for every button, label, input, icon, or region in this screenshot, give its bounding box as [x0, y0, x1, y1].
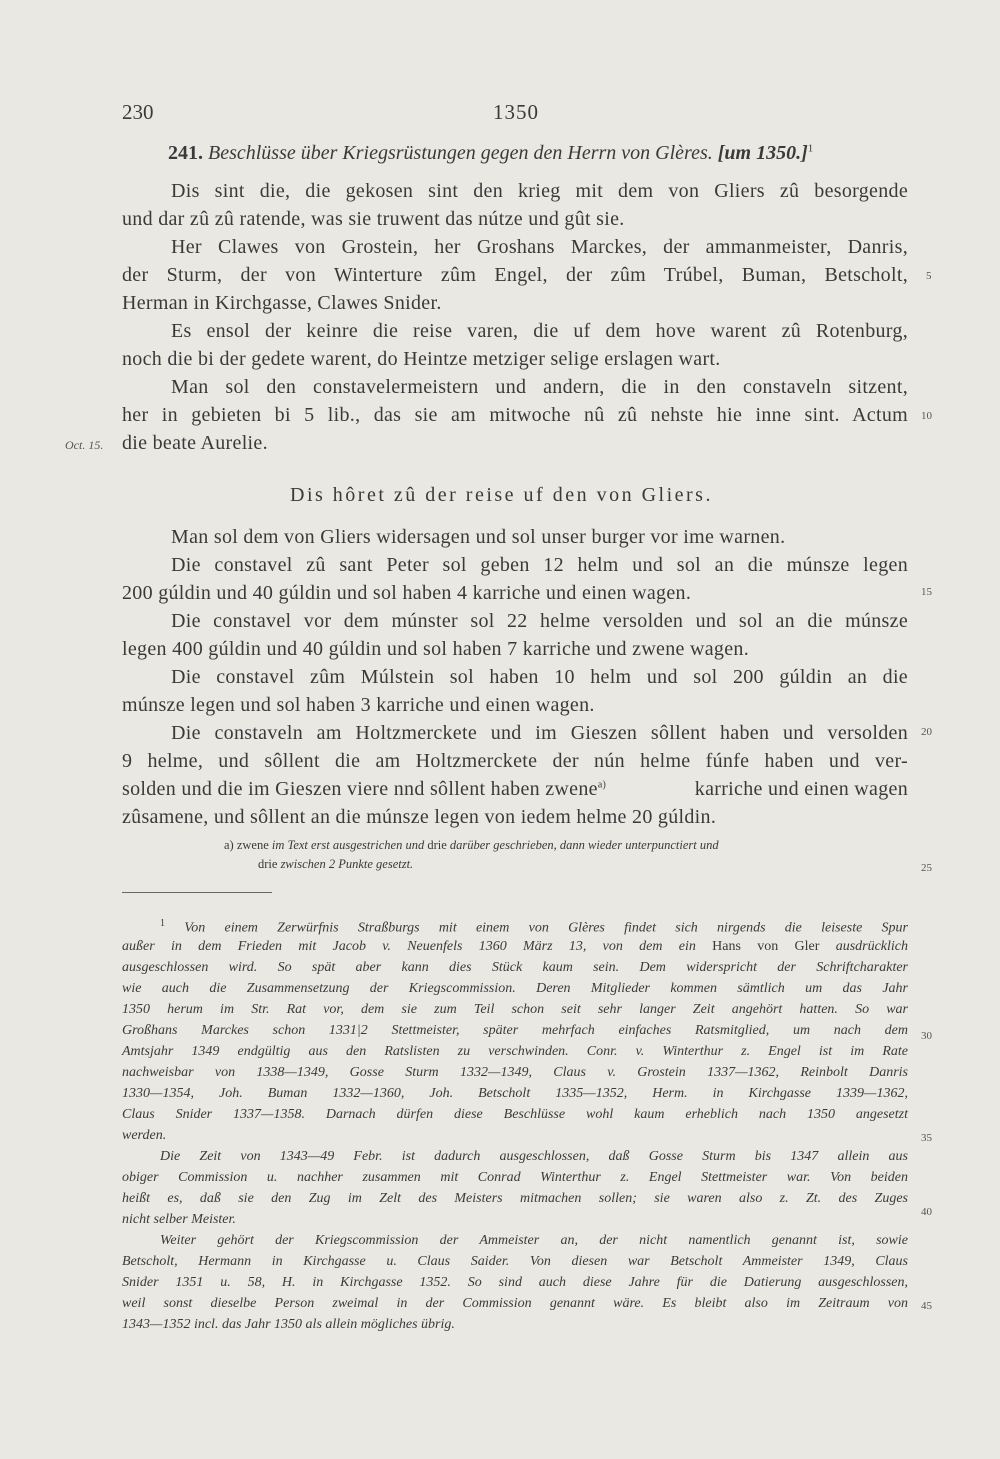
footnote-line: Weiter gehört der Kriegscommission der Ammeister an, der nicht namentlich genannt ist, sowie	[160, 1233, 908, 1248]
text-line: Die constaveln am Holtzmerckete und im Gieszen sôllent haben und versolden	[171, 722, 908, 744]
footnote-line: werden.	[122, 1128, 167, 1143]
footnote-line: nicht selber Meister.	[122, 1212, 236, 1227]
text-line	[122, 778, 908, 801]
note-text: drie	[258, 857, 278, 871]
line-number: 5	[926, 270, 932, 282]
page-number: 230	[122, 100, 154, 124]
footnote-line	[160, 918, 908, 937]
note-text: drie	[427, 838, 447, 852]
footnote-line: obiger Commission u. nachher zusammen mit Conrad Winterthur z. Engel Stettmeister war. Von beiden	[122, 1170, 908, 1185]
text-line: Die constavel zû sant Peter sol geben 12 helm und sol an die múnsze legen	[171, 554, 908, 576]
line-number: 35	[921, 1132, 932, 1144]
footnote-line: weil sonst dieselbe Person zweimal in der Commission genannt wäre. Es bleibt also im Zeitraum von	[122, 1296, 908, 1311]
text-line: Die constavel vor dem múnster sol 22 helme versolden und sol an die múnsze	[171, 610, 908, 632]
line-number: 45	[921, 1300, 932, 1312]
text-line: der Sturm, der von Winterture zûm Engel, der zûm Trúbel, Buman, Betscholt,	[122, 264, 908, 286]
text-line: Die constavel zûm Múlstein sol haben 10 helm und sol 200 gúldin an die	[171, 666, 908, 688]
text-line: und dar zû zû ratende, was sie truwent das nútze und gût sie.	[122, 208, 625, 230]
footnote-line: Betscholt, Hermann in Kirchgasse u. Claus Saider. Von diesen war Betscholt Ammeister 1349, Claus	[122, 1254, 908, 1269]
running-head-year: 1350	[493, 100, 539, 124]
text-line: Man sol den constavelermeistern und andern, die in den constaveln sitzent,	[171, 376, 908, 398]
footnote-line: 1343—1352 incl. das Jahr 1350 als allein mögliches übrig.	[122, 1317, 455, 1332]
text-line: Es ensol der keinre die reise varen, die uf dem hove warent zû Rotenburg,	[171, 320, 908, 342]
footnote-text: Von einem Zerwürfnis Straßburgs mit einem von Glères findet sich nirgends die leiseste Spur	[184, 920, 908, 936]
footnote-line: heißt es, daß sie den Zug im Zelt des Meisters mitmachen sollen; sie waren also z. Zt. des Zuges	[122, 1191, 908, 1206]
text-line: múnsze legen und sol haben 3 karriche und einen wagen.	[122, 694, 595, 716]
line-number: 40	[921, 1206, 932, 1218]
footnote-line: Die Zeit von 1343—49 Febr. ist dadurch ausgeschlossen, daß Gosse Sturm bis 1347 allein aus	[160, 1149, 908, 1164]
footnote-line: wie auch die Zusammensetzung der Kriegscommission. Deren Mitglieder kommen sämtlich um das Jahr	[122, 981, 908, 996]
text-segment: karriche und einen wagen	[694, 778, 908, 800]
footnote-line: 1330—1354, Joh. Buman 1332—1360, Joh. Betscholt 1335—1352, Herm. in Kirchgasse 1339—1362,	[122, 1086, 908, 1101]
text-line: Her Clawes von Grostein, her Groshans Marckes, der ammanmeister, Danris,	[171, 236, 908, 258]
note-text: darüber geschrieben, dann wieder unterpunctiert und	[449, 838, 719, 852]
note-text: a) zwene	[224, 838, 269, 852]
text-line: Herman in Kirchgasse, Clawes Snider.	[122, 292, 442, 314]
footnote-text: außer in dem Frieden mit Jacob v. Neuenfels 1360 März 13, von dem ein	[122, 939, 696, 954]
text-line: noch die bi der gedete warent, do Heintze metziger selige erslagen wart.	[122, 348, 721, 370]
text-segment: solden und die im Gieszen viere nnd sôllent haben zwene$^{a)}$	[122, 778, 607, 800]
document-date-footnote-ref: 1	[807, 142, 814, 155]
line-number: 15	[921, 586, 932, 598]
document-date: [um 1350.]	[717, 142, 808, 164]
footnote-line: Amtsjahr 1349 endgültig aus den Ratslisten zu verschwinden. Conr. v. Winterthur z. Engel ist im Rate	[122, 1044, 908, 1059]
note-text: zwischen 2 Punkte gesetzt.	[280, 857, 414, 871]
footnote-line: nachweisbar von 1338—1349, Gosse Sturm 1332—1349, Claus v. Grostein 1337—1362, Reinbolt Danris	[122, 1065, 908, 1080]
text-line: Man sol dem von Gliers widersagen und sol unser burger vor ime warnen.	[171, 526, 786, 548]
apparatus-note	[224, 838, 719, 853]
footnote-line: Claus Snider 1337—1358. Darnach dürfen diese Beschlüsse wohl kaum erheblich nach 1350 angesetzt	[122, 1107, 908, 1122]
text-line: legen 400 gúldin und 40 gúldin und sol haben 7 karriche und zwene wagen.	[122, 638, 750, 660]
section-heading: Dis hôret zû der reise uf den von Gliers.	[290, 484, 713, 506]
footnote-line	[122, 939, 908, 955]
line-number: 20	[921, 726, 932, 738]
line-number: 30	[921, 1030, 932, 1042]
text-line: zûsamene, und sôllent an die múnsze legen von iedem helme 20 gúldin.	[122, 806, 717, 828]
document-heading	[168, 142, 813, 165]
note-text: im Text erst ausgestrichen und	[271, 838, 425, 852]
apparatus-note	[258, 857, 413, 872]
footnote-ref-a: a)	[597, 779, 607, 791]
footnote-divider	[122, 892, 272, 893]
document-number: 241.	[168, 142, 203, 164]
footnote-line: ausgeschlossen wird. So spät aber kann dies Stück kaum sein. Dem widerspricht der Schriftcharakter	[122, 960, 908, 975]
text-line: 200 gúldin und 40 gúldin und sol haben 4 karriche und einen wagen.	[122, 582, 692, 604]
line-number: 25	[921, 862, 932, 874]
footnote-text: Hans von Gler	[712, 939, 820, 954]
document-title: Beschlüsse über Kriegsrüstungen gegen den Herrn von Glères.	[208, 142, 713, 164]
footnote-line: Großhans Marckes schon 1331|2 Stettmeister, später mehrfach einfaches Ratsmitglied, um nach dem	[122, 1023, 908, 1038]
footnote-line: 1350 herum im Str. Rat vor, dem sie zum Teil schon seit sehr langer Zeit angehört hatten. So war	[122, 1002, 908, 1017]
footnote-line: Snider 1351 u. 58, H. in Kirchgasse 1352. So sind auch diese Jahre für die Datierung ausgeschlossen,	[122, 1275, 908, 1290]
text-line: 9 helme, und sôllent die am Holtzmerckete der nún helme fúnfe haben und ver-	[122, 750, 908, 772]
margin-date: Oct. 15.	[65, 438, 104, 452]
footnote-marker: 1	[160, 918, 165, 929]
text-line: die beate Aurelie.	[122, 432, 268, 454]
text-line: Dis sint die, die gekosen sint den krieg mit dem von Gliers zû besorgende	[171, 180, 908, 202]
line-number: 10	[921, 410, 932, 422]
text-line: her in gebieten bi 5 lib., das sie am mitwoche nû zû nehste hie inne sint. Actum	[122, 404, 908, 426]
footnote-text: ausdrücklich	[835, 939, 909, 954]
